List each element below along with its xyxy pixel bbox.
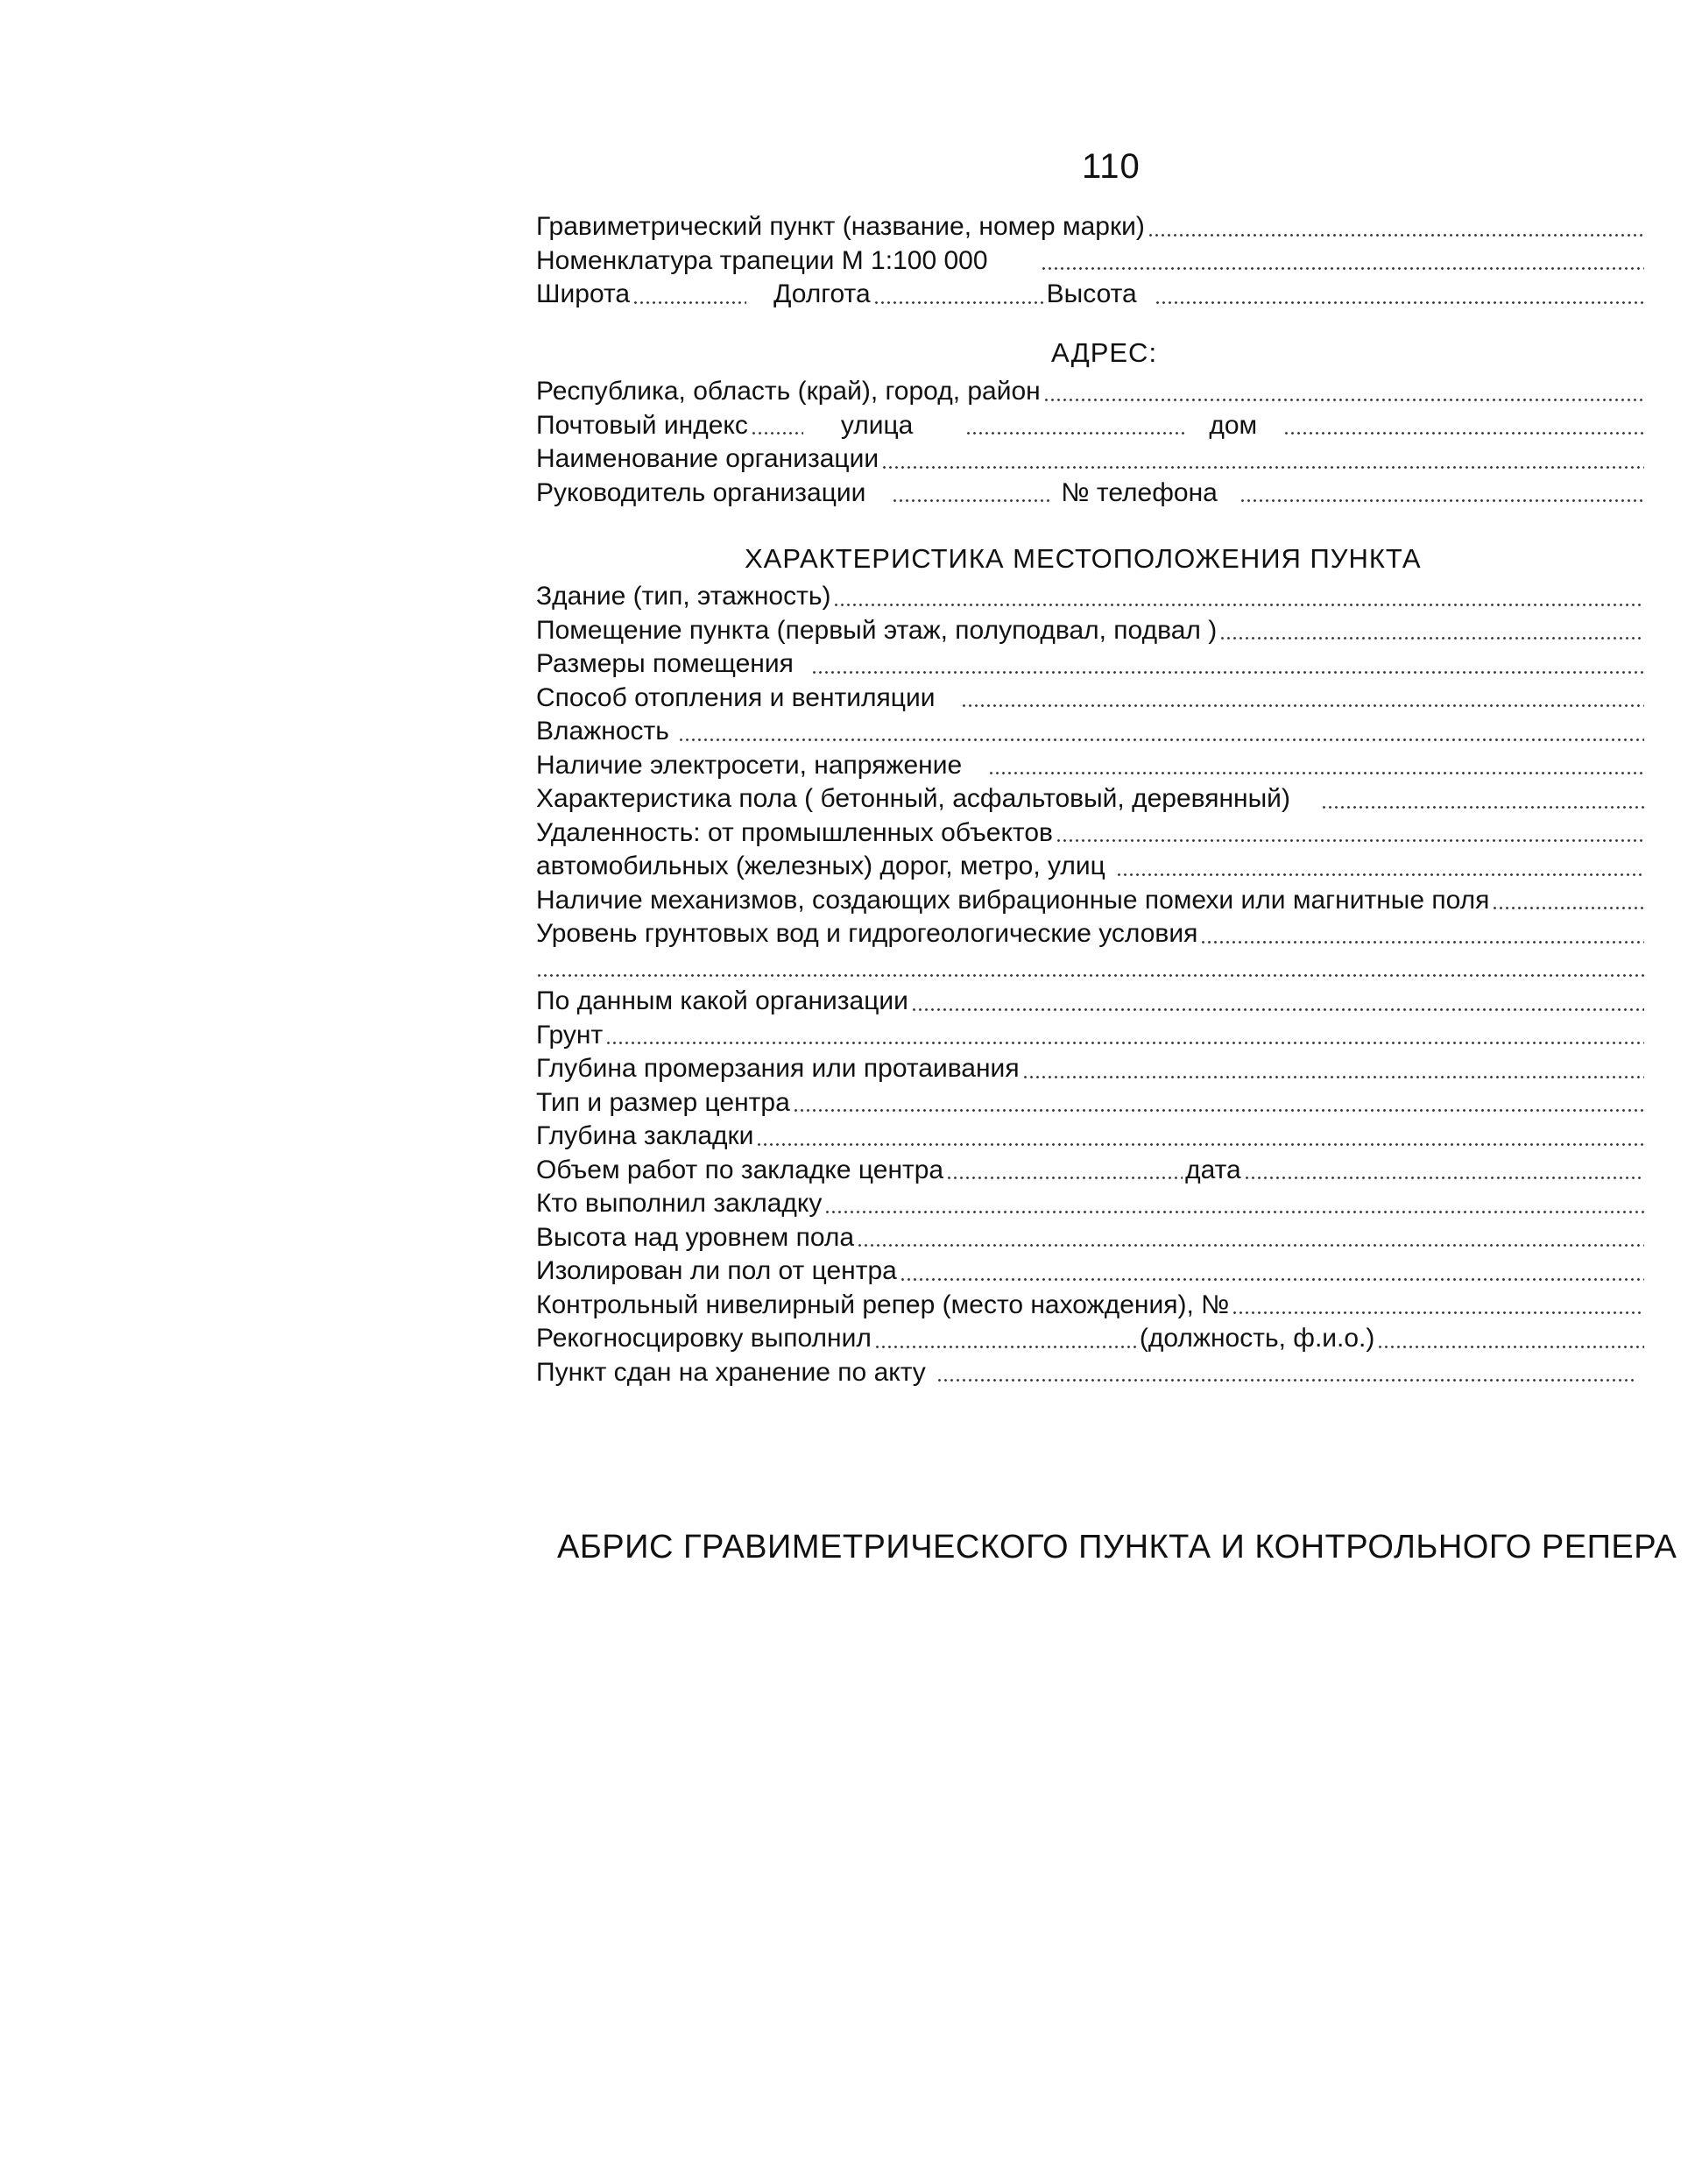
dotted-fill: [1244, 1177, 1644, 1179]
field-label: автомобильных (железных) дорог, метро, улиц: [536, 852, 1105, 880]
form-line-center-type: [536, 1086, 1647, 1120]
dotted-fill: [1155, 301, 1644, 304]
org-name-label: Наименование организации: [536, 444, 879, 473]
form-line-coordinates: [536, 278, 1647, 312]
form-line-recon: [536, 1322, 1647, 1356]
form-line-power: [536, 749, 1647, 783]
dotted-fill: [1239, 499, 1644, 502]
handover-label: Пункт сдан на хранение по акту: [536, 1357, 926, 1387]
field-label: По данным какой организации: [536, 986, 908, 1015]
dotted-fill: [811, 671, 1644, 674]
field-label: Помещение пункта (первый этаж, полуподвал, подвал ): [536, 615, 1218, 645]
form-line-roads-distance: [536, 850, 1647, 884]
dotted-fill: [1056, 839, 1644, 842]
field-label: Способ отопления и вентиляции: [536, 682, 936, 712]
form-line-org-name: [536, 442, 1647, 477]
dotted-fill: [1041, 267, 1644, 270]
form-line-benchmark: [536, 1289, 1647, 1323]
form-line-industry-distance: [536, 816, 1647, 851]
dotted-fill: [1321, 806, 1644, 809]
field-label: Высота над уровнем пола: [536, 1222, 855, 1252]
field-label: Удаленность: от промышленных объектов: [536, 817, 1053, 847]
sketch-title: АБРИС ГРАВИМЕТРИЧЕСКОГО ПУНКТА И КОНТРОЛЬНОГО РЕПЕРА: [557, 1529, 1677, 1566]
dotted-fill: [824, 1211, 1644, 1213]
dotted-fill: [881, 466, 1644, 469]
location-section: [536, 580, 1647, 1389]
address-title: АДРЕС:: [1051, 337, 1158, 368]
form-line-groundwater: [536, 917, 1647, 951]
form-line-freeze-depth: [536, 1052, 1647, 1086]
field-label: Здание (тип, этажность): [536, 582, 831, 611]
dotted-fill: [632, 301, 746, 304]
org-head-label: Руководитель организации: [536, 477, 866, 507]
form-line-heating: [536, 682, 1647, 716]
field-label: Размеры помещения: [536, 649, 794, 678]
form-line-postal: [536, 409, 1647, 443]
street-label: улица: [840, 410, 914, 440]
dotted-fill: [892, 499, 1049, 502]
form-line-building: [536, 580, 1647, 614]
field-label: Характеристика пола ( бетонный, асфальтовый, деревянный): [536, 784, 1290, 813]
field-label: Уровень грунтовых вод и гидрогеологические условия: [536, 919, 1198, 948]
dotted-fill: [1043, 399, 1644, 401]
form-line-source-org: [536, 985, 1647, 1019]
dotted-fill: [988, 772, 1644, 774]
region-label: Республика, область (край), город, район: [536, 377, 1041, 406]
address-section: [536, 375, 1647, 510]
field-label: Наличие механизмов, создающих вибрационные помехи или магнитные поля: [536, 885, 1490, 915]
dotted-fill: [911, 1008, 1644, 1011]
form-line-work-volume: [536, 1154, 1647, 1188]
recon-label: Рекогносцировку выполнил: [536, 1324, 872, 1353]
dotted-fill: [1232, 1311, 1644, 1314]
point-header-section: [536, 210, 1647, 312]
date-label: дата: [1185, 1155, 1241, 1184]
form-line-region: [536, 375, 1647, 409]
form-line-point-name: [536, 210, 1647, 244]
form-line-floor-isolated: [536, 1255, 1647, 1289]
dotted-fill: [961, 704, 1644, 707]
dotted-fill: [874, 1346, 1137, 1348]
field-label: Грунт: [536, 1020, 604, 1050]
dotted-fill: [936, 1379, 1635, 1382]
form-line-room-size: [536, 647, 1647, 682]
dotted-fill: [857, 1244, 1644, 1247]
dotted-fill: [1200, 941, 1644, 944]
height-label: Высота: [1046, 279, 1137, 308]
field-label: Кто выполнил закладку: [536, 1189, 823, 1218]
nomenclature-label: Номенклатура трапеции М 1:100 000: [536, 245, 988, 275]
form-line-humidity: [536, 715, 1647, 749]
dotted-fill: [793, 1109, 1644, 1112]
postcode-label: Почтовый индекс: [536, 410, 748, 440]
dotted-fill: [1219, 637, 1644, 640]
dotted-fill: [965, 432, 1184, 435]
volume-label: Объем работ по закладке центра: [536, 1155, 944, 1184]
dotted-fill: [751, 432, 803, 435]
form-line-floor: [536, 782, 1647, 816]
dotted-fill: [873, 301, 1044, 304]
point-name-label: Гравиметрический пункт (название, номер марки): [536, 212, 1145, 241]
form-line-room: [536, 614, 1647, 648]
dotted-fill: [1148, 234, 1644, 237]
field-label: Наличие электросети, напряжение: [536, 750, 963, 780]
dotted-fill: [946, 1177, 1183, 1179]
dotted-fill: [900, 1278, 1644, 1281]
page-number: 110: [1082, 147, 1141, 186]
dotted-fill: [1116, 873, 1644, 876]
dotted-fill: [536, 974, 1644, 977]
dotted-fill: [833, 604, 1644, 606]
dotted-fill: [1492, 907, 1644, 909]
form-line-handover: [536, 1356, 1647, 1390]
dotted-fill: [1377, 1346, 1644, 1348]
form-line-org-head: [536, 477, 1647, 511]
field-label: Влажность: [536, 717, 669, 746]
field-label: Контрольный нивелирный репер (место нахождения), №: [536, 1290, 1230, 1319]
dotted-fill: [1022, 1076, 1644, 1078]
dotted-fill: [678, 739, 1644, 741]
form-line-laying-depth: [536, 1120, 1647, 1154]
form-line-soil: [536, 1019, 1647, 1053]
form-line-blank: [536, 951, 1647, 986]
phone-label: № телефона: [1061, 477, 1218, 507]
form-line-performed-by: [536, 1187, 1647, 1221]
field-label: Изолирован ли пол от центра: [536, 1256, 897, 1285]
field-label: Глубина промерзания или протаивания: [536, 1054, 1020, 1083]
longitude-label: Долгота: [773, 279, 871, 308]
location-title: ХАРАКТЕРИСТИКА МЕСТОПОЛОЖЕНИЯ ПУНКТА: [745, 543, 1422, 574]
form-line-height-floor: [536, 1221, 1647, 1255]
field-label: Глубина закладки: [536, 1121, 754, 1150]
form-line-nomenclature: [536, 244, 1647, 279]
dotted-fill: [1283, 432, 1644, 435]
latitude-label: Широта: [536, 279, 631, 308]
form-line-vibration: [536, 884, 1647, 918]
position-label: (должность, ф.и.о.): [1139, 1324, 1375, 1353]
field-label: Тип и размер центра: [536, 1087, 790, 1117]
dotted-fill: [605, 1042, 1644, 1044]
house-label: дом: [1209, 410, 1258, 440]
dotted-fill: [756, 1143, 1644, 1146]
